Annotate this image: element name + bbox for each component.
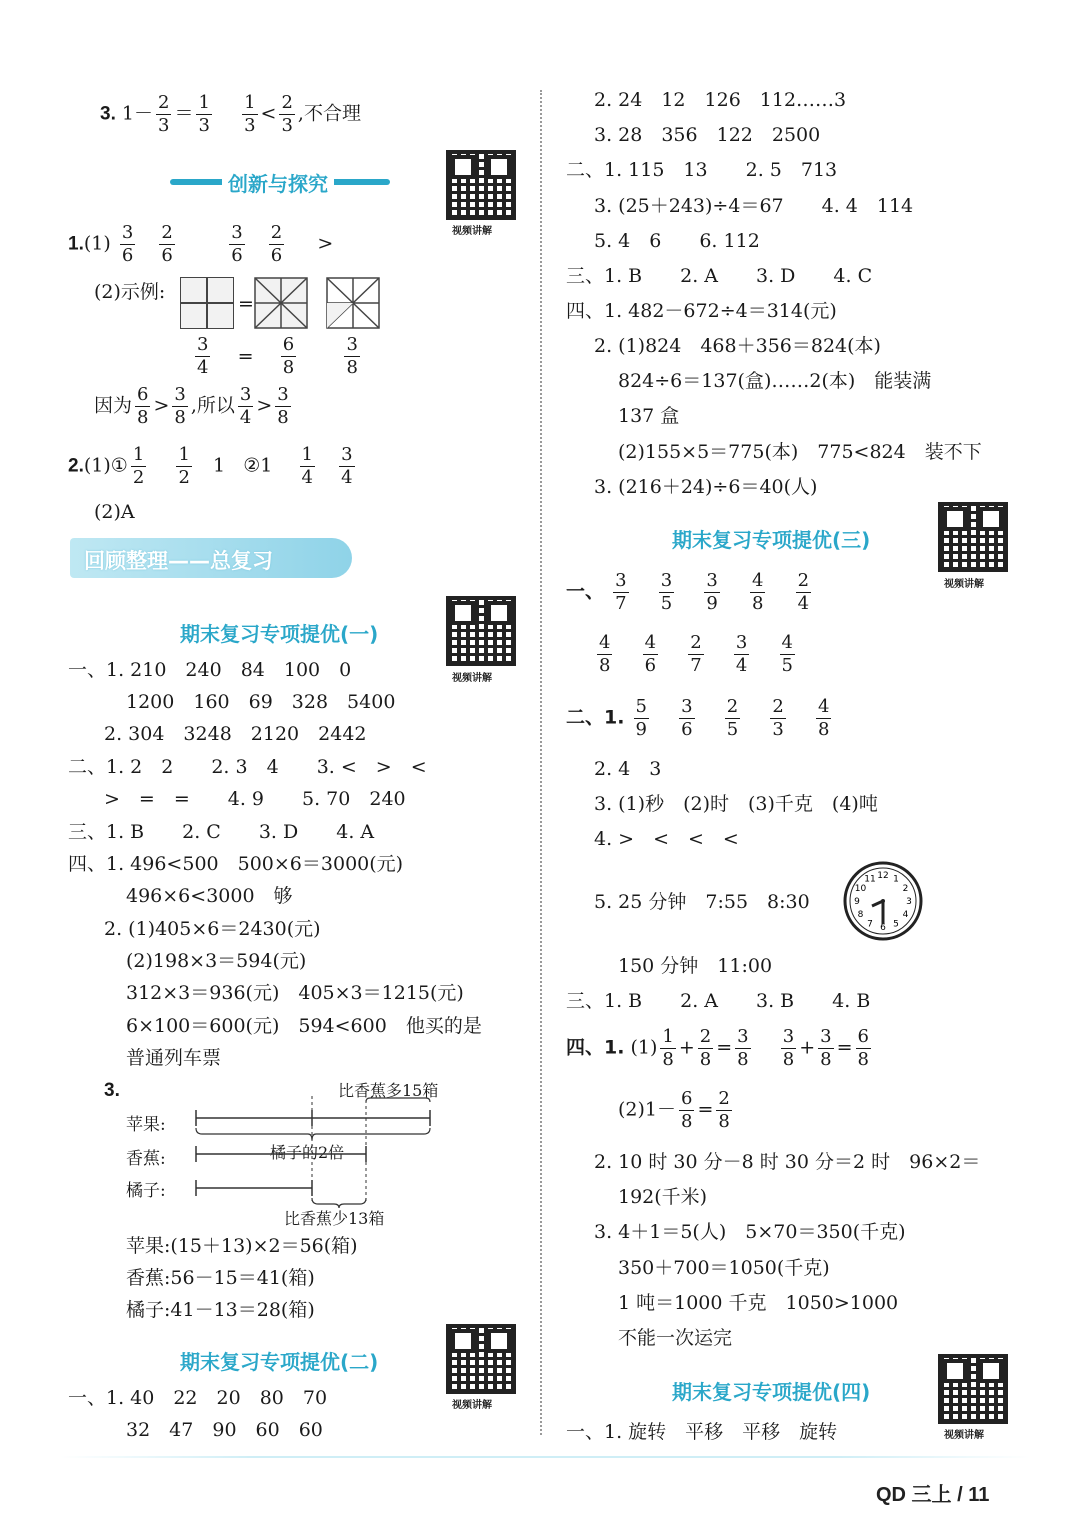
clock-face (842, 860, 924, 942)
s3-more: 192(千米) (618, 1186, 708, 1208)
s3-more: 2. 10 时 30 分－8 时 30 分＝2 时 96×2＝ (594, 1151, 981, 1173)
clock-number: 7 (867, 919, 873, 930)
section-2-title: 期末复习专项提优(二) (180, 1350, 379, 1374)
s2-line: 一、1. 40 22 20 80 70 (68, 1387, 328, 1409)
label-apple: 苹果: (126, 1115, 166, 1135)
s1-line: 2. 304 3248 2120 2442 (104, 723, 367, 745)
r-line: (2)155×5＝775(本) 775<824 装不下 (618, 441, 982, 463)
qr-code[interactable] (446, 150, 516, 220)
section-1-title: 期末复习专项提优(一) (180, 622, 379, 646)
qr-code[interactable] (938, 502, 1008, 572)
answer-orange: 橘子:41－13＝28(箱) (126, 1299, 315, 1321)
qr-code[interactable] (938, 1354, 1008, 1424)
s3-more: 不能一次运完 (618, 1327, 733, 1349)
q2b: (2)A (94, 501, 135, 523)
section-4-title: 期末复习专项提优(四) (672, 1380, 871, 1404)
s1-line: (2)198×3＝594(元) (126, 950, 307, 972)
s3-4-line1: 四、1. (1) $\frac{1}{8}$ + $\frac{2}{8}$ = $\frac{3}{8}$ $\frac{3}{8}$ + $\frac{3}{8}$ = $\frac{6}{8}$ (566, 1026, 869, 1070)
label-less-13: 比香蕉少13箱 (284, 1209, 385, 1228)
s3-fractions-row1: 一、 $\frac{3}{7}$ $\frac{3}{5}$ $\frac{3}{9}$ $\frac{4}{8}$ $\frac{2}{4}$ (566, 570, 810, 614)
s1-line: 一、1. 210 240 84 100 0 (68, 659, 352, 681)
clock-number: 12 (877, 871, 889, 881)
qr-label: 视频讲解 (452, 673, 492, 684)
r-line: 137 盒 (618, 405, 680, 427)
segment-diagram (190, 1096, 440, 1208)
footer-rule (60, 1456, 1030, 1458)
s1-line: > = = 4. 9 5. 70 240 (104, 788, 406, 810)
clock-number: 8 (857, 910, 864, 920)
s3-fractions-row2: $\frac{4}{8}$ $\frac{4}{6}$ $\frac{2}{7}$ $\frac{3}{4}$ $\frac{4}{5}$ (599, 632, 793, 676)
clock-number: 11 (864, 874, 876, 885)
square-eighths (254, 277, 308, 329)
r-line: 三、1. B 2. A 3. D 4. C (566, 265, 873, 287)
s3-line: 2. 4 3 (594, 758, 662, 780)
q1-part2-fractions: $\frac{3}{4}$ = $\frac{6}{8}$ $\frac{3}{8}$ (197, 334, 358, 378)
s1-line: 普通列车票 (126, 1047, 222, 1069)
page-footer: QD 三上 / 11 (876, 1484, 990, 1506)
label-more-15: 比香蕉多15箱 (338, 1081, 439, 1100)
because-line: 因为 $\frac{6}{8}$ > $\frac{3}{8}$ ,所以 $\frac{3}{4}$ > $\frac{3}{8}$ (94, 384, 289, 428)
qr-label: 视频讲解 (452, 226, 492, 237)
s3-fractions-row3: 二、1. $\frac{5}{9}$ $\frac{3}{6}$ $\frac{2}{5}$ $\frac{2}{3}$ $\frac{4}{8}$ (566, 696, 830, 740)
section-3-title: 期末复习专项提优(三) (672, 528, 871, 552)
review-banner: 回顾整理——总复习 (70, 538, 352, 578)
s1-line: 二、1. 2 2 2. 3 4 3. < > < (68, 756, 427, 778)
clock-number: 5 (893, 919, 899, 930)
r-line: 2. (1)824 468＋356＝824(本) (594, 335, 881, 357)
s3-line: 5. 25 分钟 7:55 8:30 (594, 891, 810, 913)
s1-line: 四、1. 496<500 500×6＝3000(元) (68, 853, 404, 875)
answer-apple: 苹果:(15＋13)×2＝56(箱) (126, 1235, 358, 1257)
s3-line: 150 分钟 11:00 (618, 955, 773, 977)
clock-number: 4 (902, 910, 909, 920)
r-line: 四、1. 482－672÷4＝314(元) (566, 300, 837, 322)
s4-line: 一、1. 旋转 平移 平移 旋转 (566, 1421, 838, 1443)
answer-banana: 香蕉:56－15＝41(箱) (126, 1267, 315, 1289)
r-line: 3. (25＋243)÷4＝67 4. 4 114 (594, 195, 914, 217)
r-line: 二、1. 115 13 2. 5 713 (566, 159, 838, 181)
s1-line: 三、1. B 2. C 3. D 4. A (68, 821, 375, 843)
s3-more: 3. 4＋1＝5(人) 5×70＝350(千克) (594, 1221, 906, 1243)
clock-number: 3 (906, 897, 912, 907)
r-line: 824÷6＝137(盒)……2(本) 能装满 (618, 370, 932, 392)
q1-part1: 1.(1) $\frac{3}{6}$ $\frac{2}{6}$ $\frac{3}{6}$ $\frac{2}{6}$ > (68, 222, 334, 266)
s3-line: 3. (1)秒 (2)时 (3)千克 (4)吨 (594, 793, 878, 815)
clock-number: 2 (902, 884, 909, 894)
r-line: 5. 4 6 6. 112 (594, 230, 760, 252)
clock-number: 9 (854, 897, 860, 907)
r-line: 3. 28 356 122 2500 (594, 124, 821, 146)
s3-more: 1 吨＝1000 千克 1050>1000 (618, 1292, 899, 1314)
r-line: 2. 24 12 126 112……3 (594, 89, 847, 111)
s3-line: 三、1. B 2. A 3. B 4. B (566, 990, 871, 1012)
s3-line: 4. > < < < (594, 828, 739, 850)
s1-line: 312×3＝936(元) 405×3＝1215(元) (126, 982, 464, 1004)
square-grid-quarters (180, 277, 234, 329)
q2-line: 2.(1)① $\frac{1}{2}$ $\frac{1}{2}$ 1 ②1 $\frac{1}{4}$ $\frac{3}{4}$ (68, 444, 353, 488)
qr-code[interactable] (446, 596, 516, 666)
left-line-3: 3. 1－ $\frac{2}{3}$ ＝ $\frac{1}{3}$ $\frac{1}{3}$ < $\frac{2}{3}$ ,不合理 (100, 92, 361, 136)
column-divider (540, 90, 542, 1435)
r-line: 3. (216＋24)÷6＝40(人) (594, 476, 818, 498)
q3-num: 3. (104, 1080, 120, 1101)
label-banana: 香蕉: (126, 1149, 166, 1169)
s2-line: 32 47 90 60 60 (126, 1419, 323, 1441)
qr-label: 视频讲解 (944, 579, 984, 590)
label-orange: 橘子: (126, 1181, 166, 1201)
s1-line: 6×100＝600(元) 594<600 他买的是 (126, 1015, 482, 1037)
qr-label: 视频讲解 (944, 1430, 984, 1441)
s3-4-line2: (2)1－ $\frac{6}{8}$ = $\frac{2}{8}$ (618, 1088, 730, 1132)
q1-part2-label: (2)示例: (94, 281, 166, 303)
square-eighths-2 (326, 277, 380, 329)
s1-line: 1200 160 69 328 5400 (126, 691, 396, 713)
clock-number: 6 (880, 923, 886, 933)
label-double: 橘子的2倍 (270, 1140, 344, 1163)
equals-sign: = (238, 293, 254, 315)
qr-label: 视频讲解 (452, 1400, 492, 1411)
s1-line: 2. (1)405×6＝2430(元) (104, 918, 321, 940)
s1-line: 496×6<3000 够 (126, 885, 293, 907)
section-innovation: 创新与探究 (170, 170, 390, 194)
clock-number: 1 (893, 874, 899, 885)
qr-code[interactable] (446, 1324, 516, 1394)
clock-number: 10 (854, 884, 867, 894)
s3-more: 350＋700＝1050(千克) (618, 1257, 830, 1279)
